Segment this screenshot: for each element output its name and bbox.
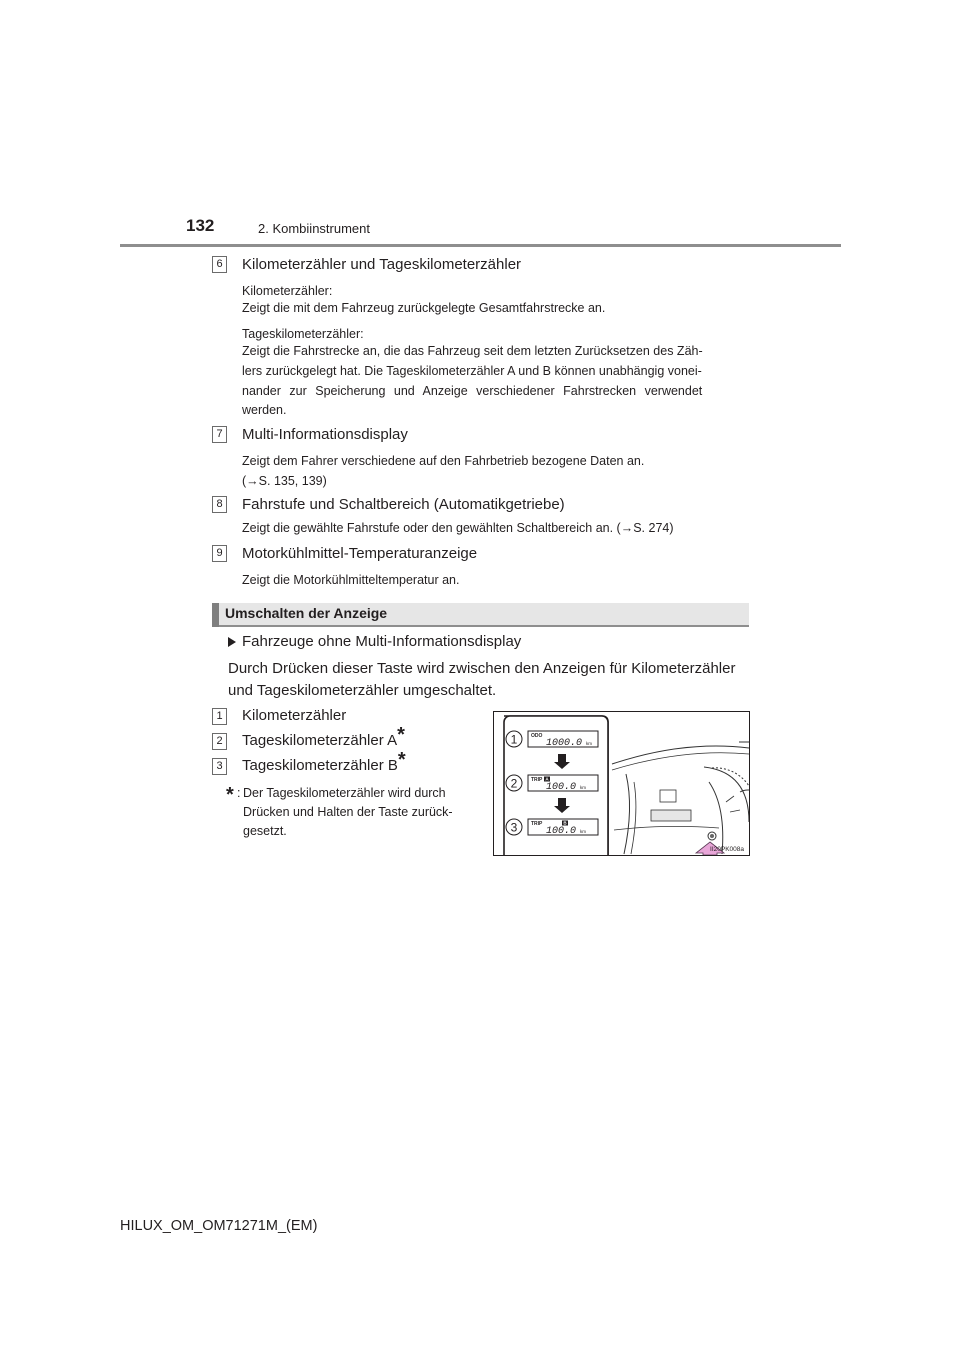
trip-a-label: TRIP: [531, 777, 543, 783]
footnote-asterisk: *: [226, 784, 234, 806]
trip-a-badge: A: [545, 776, 549, 782]
item6-p2-l4: nander zur Speicherung und Anzeige verschiedener Fahrstrecken verwendet: [242, 384, 703, 398]
section-header: [212, 603, 749, 627]
list-item-trip-b: Tageskilometerzähler B*: [242, 749, 406, 774]
item6-p1-l1: Kilometerzähler:: [242, 284, 333, 298]
figure-callout-1: 1: [510, 732, 518, 747]
item-number-9: 9: [212, 545, 227, 562]
asterisk-mark: *: [397, 749, 406, 771]
document-code: HILUX_OM_OM71271M_(EM): [120, 1218, 318, 1234]
intro-line-2: und Tageskilometerzähler umgeschaltet.: [228, 682, 497, 699]
odo-value: 1000.0: [546, 738, 583, 749]
item6-p2-l5: werden.: [242, 403, 287, 417]
footnote-l2: Drücken und Halten der Taste zurück-: [243, 805, 453, 819]
item6-p2-l2: Zeigt die Fahrstrecke an, die das Fahrzeug seit dem letzten Zurücksetzen des Zäh-: [242, 344, 703, 358]
list-number-3: 3: [212, 758, 227, 775]
trip-a-unit: km: [580, 785, 586, 790]
item7-l2: (→S. 135, 139): [242, 474, 327, 488]
figure-code: II20PK008a: [710, 846, 744, 853]
section-accent: [212, 603, 219, 627]
figure-callout-3: 3: [510, 820, 518, 835]
page-number: 132: [186, 216, 215, 235]
footnote-l1: Der Tageskilometerzähler wird durch: [243, 786, 446, 800]
odo-label: ODO: [531, 733, 543, 739]
trip-b-badge: B: [563, 820, 567, 826]
item-title-odometer: Kilometerzähler und Tageskilometerzähler: [242, 256, 522, 273]
header-rule: [120, 244, 841, 247]
footnote-l3: gesetzt.: [243, 824, 287, 838]
cluster-illustration: [494, 712, 749, 855]
item6-p2-l1: Tageskilometerzähler:: [242, 327, 364, 341]
item-title-gear: Fahrstufe und Schaltbereich (Automatikgetriebe): [242, 496, 565, 513]
trip-b-value: 100.0: [546, 826, 577, 837]
section-title: Umschalten der Anzeige: [225, 605, 388, 621]
footnote-colon: :: [237, 786, 241, 800]
item-title-multi-info: Multi-Informationsdisplay: [242, 426, 408, 443]
item6-p2-l3: lers zurückgelegt hat. Die Tageskilometerzähler A und B können unabhängig vonei-: [242, 364, 702, 378]
intro-line-1: Durch Drücken dieser Taste wird zwischen den Anzeigen für Kilometerzähler: [228, 660, 736, 677]
item8-l1: Zeigt die gewählte Fahrstufe oder den gewählten Schaltbereich an. (→S. 274): [242, 521, 674, 535]
asterisk-mark: *: [397, 724, 405, 746]
list-item-odometer: Kilometerzähler: [242, 707, 347, 724]
item6-p1-l2: Zeigt die mit dem Fahrzeug zurückgelegte Gesamtfahrstrecke an.: [242, 301, 606, 315]
instrument-cluster-figure: [493, 711, 750, 856]
triangle-bullet-icon: [228, 637, 236, 647]
trip-b-unit: km: [580, 829, 586, 834]
vehicle-variant-heading: Fahrzeuge ohne Multi-Informationsdisplay: [242, 633, 522, 650]
item-number-7: 7: [212, 426, 227, 443]
odo-unit: km: [586, 741, 592, 746]
list-number-1: 1: [212, 708, 227, 725]
trip-b-label: TRIP: [531, 821, 543, 827]
item-number-6: 6: [212, 256, 227, 273]
trip-a-value: 100.0: [546, 782, 577, 793]
chapter-title: 2. Kombiinstrument: [258, 221, 370, 236]
list-number-2: 2: [212, 733, 227, 750]
list-item-trip-a: Tageskilometerzähler A*: [242, 724, 405, 749]
figure-callout-2: 2: [510, 776, 518, 791]
item7-l1: Zeigt dem Fahrer verschiedene auf den Fahrbetrieb bezogene Daten an.: [242, 454, 645, 468]
item-title-coolant: Motorkühlmittel-Temperaturanzeige: [242, 545, 478, 562]
item9-l1: Zeigt die Motorkühlmitteltemperatur an.: [242, 573, 460, 587]
item-number-8: 8: [212, 496, 227, 513]
